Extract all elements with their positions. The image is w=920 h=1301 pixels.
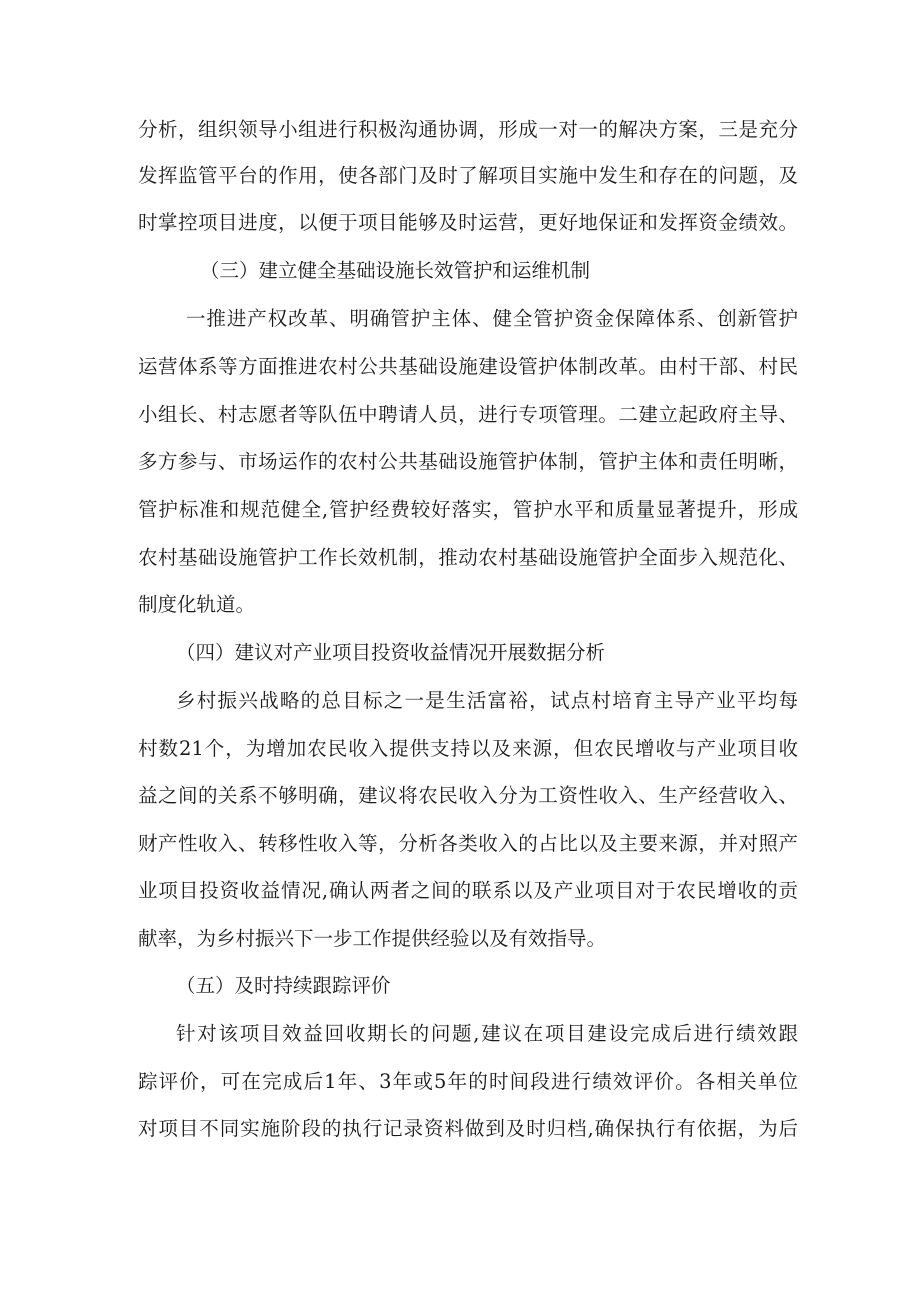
paragraph-line: 财产性收入、转移性收入等，分析各类收入的占比以及主要来源，并对照产 [138,832,798,855]
paragraph-line: 分析，组织领导小组进行积极沟通协调，形成一对一的解决方案，三是充分 [138,118,798,141]
paragraph-line: 小组长、村志愿者等队伍中聘请人员，进行专项管理。二建立起政府主导、 [138,403,798,426]
paragraph-line: 时掌控项目进度，以便于项目能够及时运营，更好地保证和发挥资金绩效。 [138,211,798,234]
paragraph-line: 一推进产权改革、明确管护主体、健全管护资金保障体系、创新管护 [186,307,798,330]
paragraph-line: 业项目投资收益情况,确认两者之间的联系以及产业项目对于农民增收的贡 [138,879,798,902]
paragraph-line: 乡村振兴战略的总目标之一是生活富裕，试点村培育主导产业平均每 [176,689,798,712]
paragraph-line: 献率，为乡村振兴下一步工作提供经验以及有效指导。 [138,927,607,950]
section-heading: （四）建议对产业项目投资收益情况开展数据分析 [176,641,606,664]
paragraph-line: 多方参与、市场运作的农村公共基础设施管护体制，管护主体和责任明晰， [138,450,798,473]
paragraph-line: 管护标准和规范健全,管护经费较好落实，管护水平和质量显著提升，形成 [138,498,798,521]
section-heading: （五）及时持续跟踪评价 [176,974,391,997]
paragraph-line: 对项目不同实施阶段的执行记录资料做到及时归档,确保执行有依据，为后 [138,1117,798,1140]
paragraph-line: 农村基础设施管护工作长效机制，推动农村基础设施管护全面步入规范化、 [138,546,798,569]
paragraph-line: 发挥监管平台的作用，使各部门及时了解项目实施中发生和存在的问题，及 [138,164,798,187]
paragraph-line: 村数21个，为增加农民收入提供支持以及来源，但农民增收与产业项目收 [138,737,798,760]
paragraph-line: 益之间的关系不够明确，建议将农民收入分为工资性收入、生产经营收入、 [138,784,798,807]
section-heading: （三）建立健全基础设施长效管护和运维机制 [200,259,591,282]
paragraph-line: 踪评价，可在完成后1年、3年或5年的时间段进行绩效评价。各相关单位 [138,1070,798,1093]
paragraph-line: 运营体系等方面推进农村公共基础设施建设管护体制改革。由村干部、村民 [138,355,798,378]
paragraph-line: 制度化轨道。 [138,593,256,616]
paragraph-line: 针对该项目效益回收期长的问题,建议在项目建设完成后进行绩效跟 [176,1022,798,1045]
